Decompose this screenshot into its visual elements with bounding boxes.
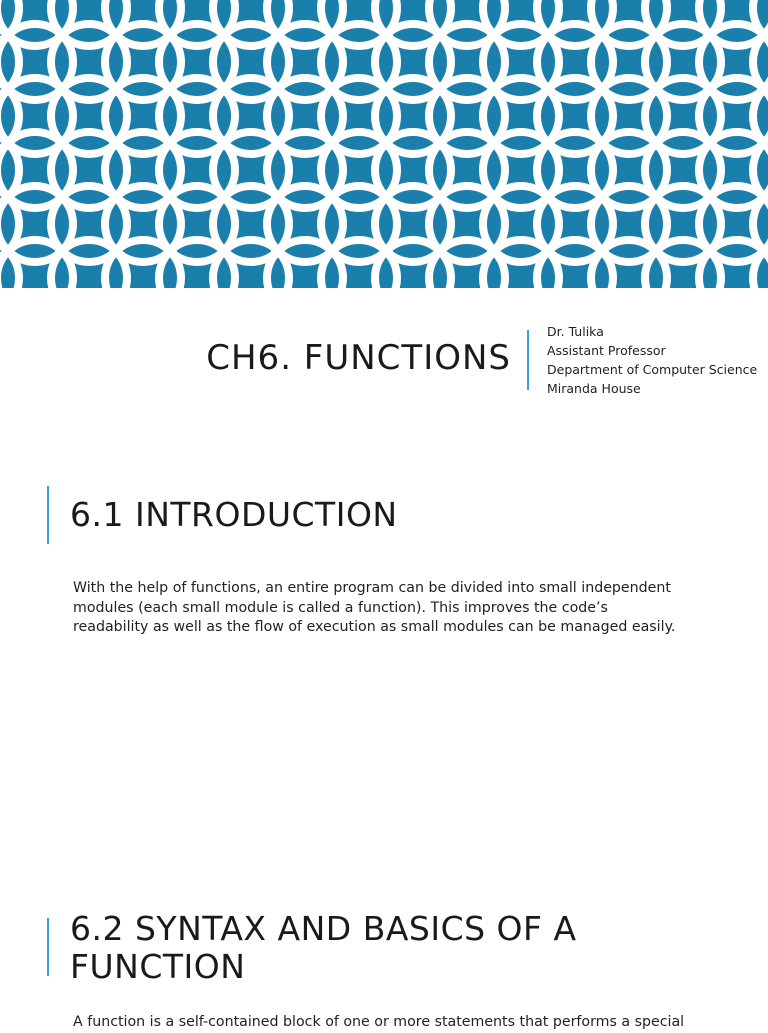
section-heading-line1: 6.2 SYNTAX AND BASICS OF A <box>70 909 577 948</box>
author-name: Dr. Tulika <box>547 324 604 339</box>
section-body: With the help of functions, an entire program can be divided into small independent modules (each small module is called a function). This improves the code’s readability as well as the flow of execution as small modules can be managed easily. <box>73 580 676 635</box>
title-slide <box>0 288 768 418</box>
section-heading-line2: FUNCTION <box>70 947 246 986</box>
section-accent-bar <box>47 918 49 976</box>
author-block <box>547 322 757 398</box>
section-syntax-basics <box>0 909 768 1030</box>
author-institution: Miranda House <box>547 381 641 396</box>
section-heading <box>70 910 577 986</box>
page-title: CH6. FUNCTIONS <box>206 338 511 378</box>
section-accent-bar <box>47 486 49 544</box>
author-department: Department of Computer Science <box>547 362 758 377</box>
decorative-pattern-banner <box>0 0 768 288</box>
section-heading: 6.1 INTRODUCTION <box>70 495 398 534</box>
section-body: A function is a self-contained block of one or more statements that performs a special <box>73 1014 685 1030</box>
title-divider <box>527 330 529 390</box>
author-position: Assistant Professor <box>547 343 666 358</box>
circle-lattice-pattern <box>0 0 768 288</box>
section-introduction <box>0 484 768 684</box>
